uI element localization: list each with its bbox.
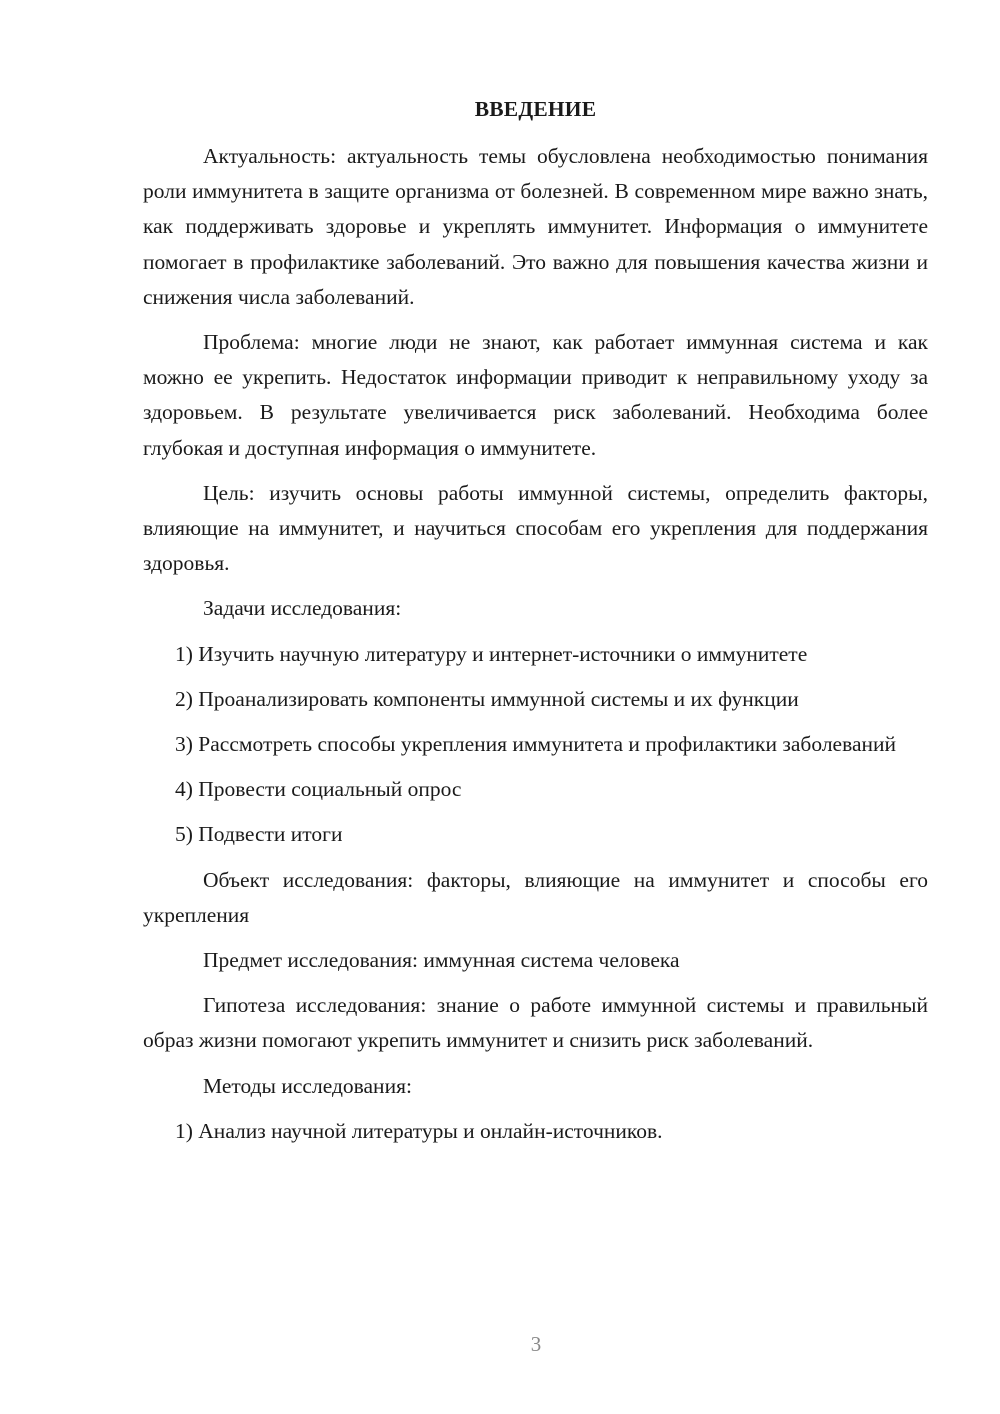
- paragraph-problem: Проблема: многие люди не знают, как работает иммунная система и как можно ее укрепить. Недостаток информации приводит к неправильному уходу за здоровьем. В результате увеличивается риск заболеваний. Необходима более глубокая и доступная информация о иммунитете.: [143, 330, 928, 460]
- paragraph-hypothesis: Гипотеза исследования: знание о работе иммунной системы и правильный образ жизни помогают укрепить иммунитет и снизить риск заболеваний.: [143, 993, 928, 1053]
- paragraph-object: Объект исследования: факторы, влияющие на иммунитет и способы его укрепления: [143, 867, 928, 927]
- paragraph-goal: Цель: изучить основы работы иммунной системы, определить факторы, влияющие на иммунитет, и научиться способам его укрепления для поддержания здоровья.: [143, 480, 928, 576]
- page-number: 3: [530, 1332, 542, 1356]
- task-item-4: 4) Провести социальный опрос: [175, 777, 462, 802]
- page-title: ВВЕДЕНИЕ: [474, 97, 597, 121]
- task-item-3: 3) Рассмотреть способы укрепления иммунитета и профилактики заболеваний: [175, 732, 897, 757]
- document-body: [143, 92, 928, 1159]
- task-item-5: 5) Подвести итоги: [175, 822, 343, 847]
- task-item-2: 2) Проанализировать компоненты иммунной системы и их функции: [175, 686, 799, 711]
- paragraph-subject: Предмет исследования: иммунная система человека: [203, 948, 680, 973]
- methods-heading: Методы исследования:: [203, 1073, 412, 1098]
- paragraph-relevance: Актуальность: актуальность темы обусловлена необходимостью понимания роли иммунитета в защите организма от болезней. В современном мире важно знать, как поддерживать здоровье и укреплять иммунитет. Информация о иммунитете помогает в профилактике заболеваний. Это важно для повышения качества жизни и снижения числа заболеваний.: [143, 144, 928, 309]
- task-item-1: 1) Изучить научную литературу и интернет-источники о иммунитете: [175, 641, 808, 666]
- tasks-heading: Задачи исследования:: [203, 596, 402, 621]
- method-item-1: 1) Анализ научной литературы и онлайн-источников.: [175, 1118, 663, 1143]
